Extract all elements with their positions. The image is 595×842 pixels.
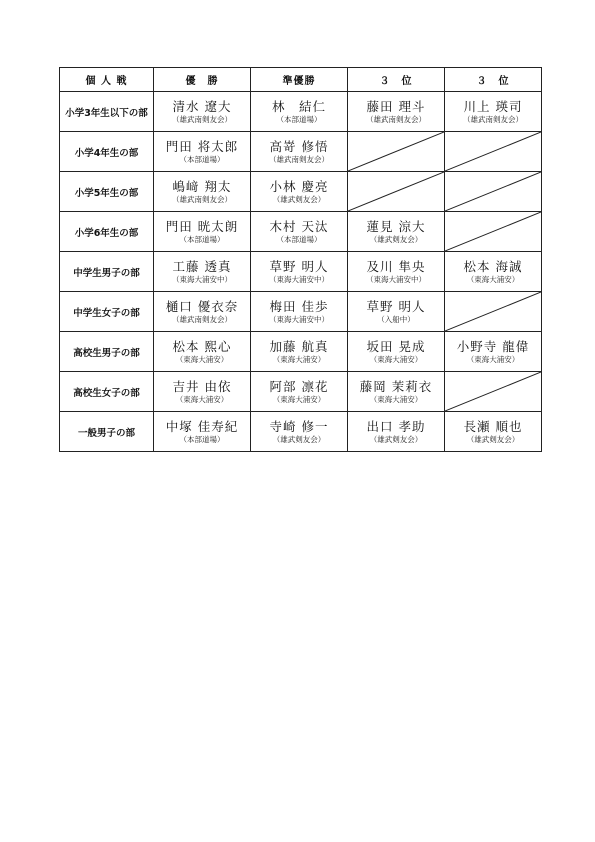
winner-cell-champion xyxy=(154,292,251,332)
diagonal-slash xyxy=(445,372,541,411)
winner-cell-runner-up xyxy=(251,132,348,172)
winner-cell-champion xyxy=(154,412,251,452)
division-label: 小学5年生の部 xyxy=(60,172,154,212)
player-name: 及川 隼央 xyxy=(366,258,426,274)
player-club: （本部道場） xyxy=(276,114,322,124)
winner-cell-third-a xyxy=(348,252,445,292)
table-row xyxy=(60,292,542,332)
player-club: （雄武南剣友会） xyxy=(463,114,523,124)
player-name: 門田 将太郎 xyxy=(165,138,239,154)
winner-cell-third-b xyxy=(445,92,542,132)
winner-cell-champion xyxy=(154,212,251,252)
player-name: 吉井 由依 xyxy=(172,378,232,394)
winner-cell-runner-up xyxy=(251,172,348,212)
player-club: （雄武南剣友会） xyxy=(269,154,329,164)
player-club: （東海大浦安中） xyxy=(172,274,232,284)
player-club: （東海大浦安） xyxy=(175,394,229,404)
winner-cell-runner-up xyxy=(251,212,348,252)
player-club: （本部道場） xyxy=(179,434,225,444)
player-name: 藤田 理斗 xyxy=(366,98,426,114)
player-club: （本部道場） xyxy=(276,234,322,244)
player-name: 門田 晄太朗 xyxy=(165,218,239,234)
player-name: 高嵜 修悟 xyxy=(269,138,329,154)
table-row xyxy=(60,372,542,412)
table-row xyxy=(60,212,542,252)
diagonal-slash xyxy=(348,172,444,211)
winner-cell-third-a xyxy=(348,332,445,372)
player-club: （雄武南剣友会） xyxy=(172,114,232,124)
player-club: （本部道場） xyxy=(179,234,225,244)
player-name: 松本 海誠 xyxy=(463,258,523,274)
winner-cell-runner-up xyxy=(251,252,348,292)
player-club: （入船中） xyxy=(377,314,415,324)
winner-cell-champion xyxy=(154,252,251,292)
player-club: （東海大浦安） xyxy=(369,354,423,364)
player-club: （雄武南剣友会） xyxy=(366,114,426,124)
results-body xyxy=(60,92,542,452)
winner-cell-champion xyxy=(154,372,251,412)
diagonal-slash xyxy=(348,132,444,171)
empty-cell xyxy=(445,292,542,332)
player-name: 草野 明人 xyxy=(269,258,329,274)
player-name: 小林 慶亮 xyxy=(269,178,329,194)
player-name: 樋口 優衣奈 xyxy=(165,298,239,314)
diagonal-slash xyxy=(445,212,541,251)
diagonal-slash xyxy=(445,132,541,171)
empty-cell xyxy=(348,172,445,212)
winner-cell-third-b xyxy=(445,252,542,292)
empty-cell xyxy=(445,212,542,252)
table-row xyxy=(60,132,542,172)
empty-cell xyxy=(445,132,542,172)
player-name: 木村 天汰 xyxy=(269,218,329,234)
winner-cell-champion xyxy=(154,332,251,372)
player-name: 小野寺 龍偉 xyxy=(456,338,530,354)
player-club: （雄武剣友会） xyxy=(272,194,326,204)
header-runner-up: 準優勝 xyxy=(251,68,348,92)
player-name: 嶋﨑 翔太 xyxy=(172,178,232,194)
division-label: 小学3年生以下の部 xyxy=(60,92,154,132)
player-name: 松本 熙心 xyxy=(172,338,232,354)
player-club: （東海大浦安） xyxy=(272,354,326,364)
player-name: 中塚 佳寿紀 xyxy=(165,418,239,434)
winner-cell-runner-up xyxy=(251,372,348,412)
table-row xyxy=(60,252,542,292)
winner-cell-runner-up xyxy=(251,92,348,132)
division-label: 中学生女子の部 xyxy=(60,292,154,332)
player-club: （東海大浦安中） xyxy=(269,274,329,284)
player-name: 川上 瑛司 xyxy=(463,98,523,114)
player-club: （東海大浦安） xyxy=(466,354,520,364)
empty-cell xyxy=(445,172,542,212)
winner-cell-third-a xyxy=(348,372,445,412)
division-label: 中学生男子の部 xyxy=(60,252,154,292)
winner-cell-third-a xyxy=(348,292,445,332)
winner-cell-third-b xyxy=(445,332,542,372)
winner-cell-runner-up xyxy=(251,292,348,332)
player-club: （本部道場） xyxy=(179,154,225,164)
player-name: 梅田 佳歩 xyxy=(269,298,329,314)
table-row xyxy=(60,172,542,212)
player-club: （東海大浦安中） xyxy=(269,314,329,324)
diagonal-slash xyxy=(445,292,541,331)
player-club: （東海大浦安） xyxy=(466,274,520,284)
table-row xyxy=(60,92,542,132)
header-champion: 優 勝 xyxy=(154,68,251,92)
division-label: 高校生男子の部 xyxy=(60,332,154,372)
winner-cell-champion xyxy=(154,172,251,212)
winner-cell-third-a xyxy=(348,92,445,132)
player-name: 阿部 凛花 xyxy=(269,378,329,394)
header-individual: 個 人 戦 xyxy=(60,68,154,92)
player-name: 草野 明人 xyxy=(366,298,426,314)
diagonal-slash xyxy=(445,172,541,211)
player-name: 藤岡 茉莉衣 xyxy=(359,378,433,394)
winner-cell-third-a xyxy=(348,212,445,252)
player-name: 林 結仁 xyxy=(271,98,326,114)
header-row xyxy=(60,68,542,92)
player-name: 坂田 晃成 xyxy=(366,338,426,354)
header-third-b: ３ 位 xyxy=(445,68,542,92)
player-club: （雄武南剣友会） xyxy=(172,194,232,204)
winner-cell-champion xyxy=(154,132,251,172)
player-club: （雄武剣友会） xyxy=(272,434,326,444)
player-club: （東海大浦安） xyxy=(272,394,326,404)
player-club: （東海大浦安） xyxy=(369,394,423,404)
player-name: 清水 遼大 xyxy=(172,98,232,114)
empty-cell xyxy=(348,132,445,172)
player-club: （雄武南剣友会） xyxy=(172,314,232,324)
player-name: 蓮見 涼大 xyxy=(366,218,426,234)
division-label: 小学4年生の部 xyxy=(60,132,154,172)
results-table xyxy=(59,67,542,452)
player-club: （雄武剣友会） xyxy=(369,234,423,244)
header-third-a: ３ 位 xyxy=(348,68,445,92)
division-label: 小学6年生の部 xyxy=(60,212,154,252)
empty-cell xyxy=(445,372,542,412)
winner-cell-third-a xyxy=(348,412,445,452)
player-club: （雄武剣友会） xyxy=(466,434,520,444)
player-club: （東海大浦安） xyxy=(175,354,229,364)
player-name: 出口 孝助 xyxy=(366,418,426,434)
table-row xyxy=(60,412,542,452)
player-club: （雄武剣友会） xyxy=(369,434,423,444)
player-club: （東海大浦安中） xyxy=(366,274,426,284)
table-row xyxy=(60,332,542,372)
winner-cell-runner-up xyxy=(251,412,348,452)
player-name: 加藤 航真 xyxy=(269,338,329,354)
player-name: 寺崎 修一 xyxy=(269,418,329,434)
division-label: 高校生女子の部 xyxy=(60,372,154,412)
player-name: 工藤 透真 xyxy=(172,258,232,274)
player-name: 長瀬 順也 xyxy=(463,418,523,434)
winner-cell-champion xyxy=(154,92,251,132)
division-label: 一般男子の部 xyxy=(60,412,154,452)
winner-cell-third-b xyxy=(445,412,542,452)
winner-cell-runner-up xyxy=(251,332,348,372)
